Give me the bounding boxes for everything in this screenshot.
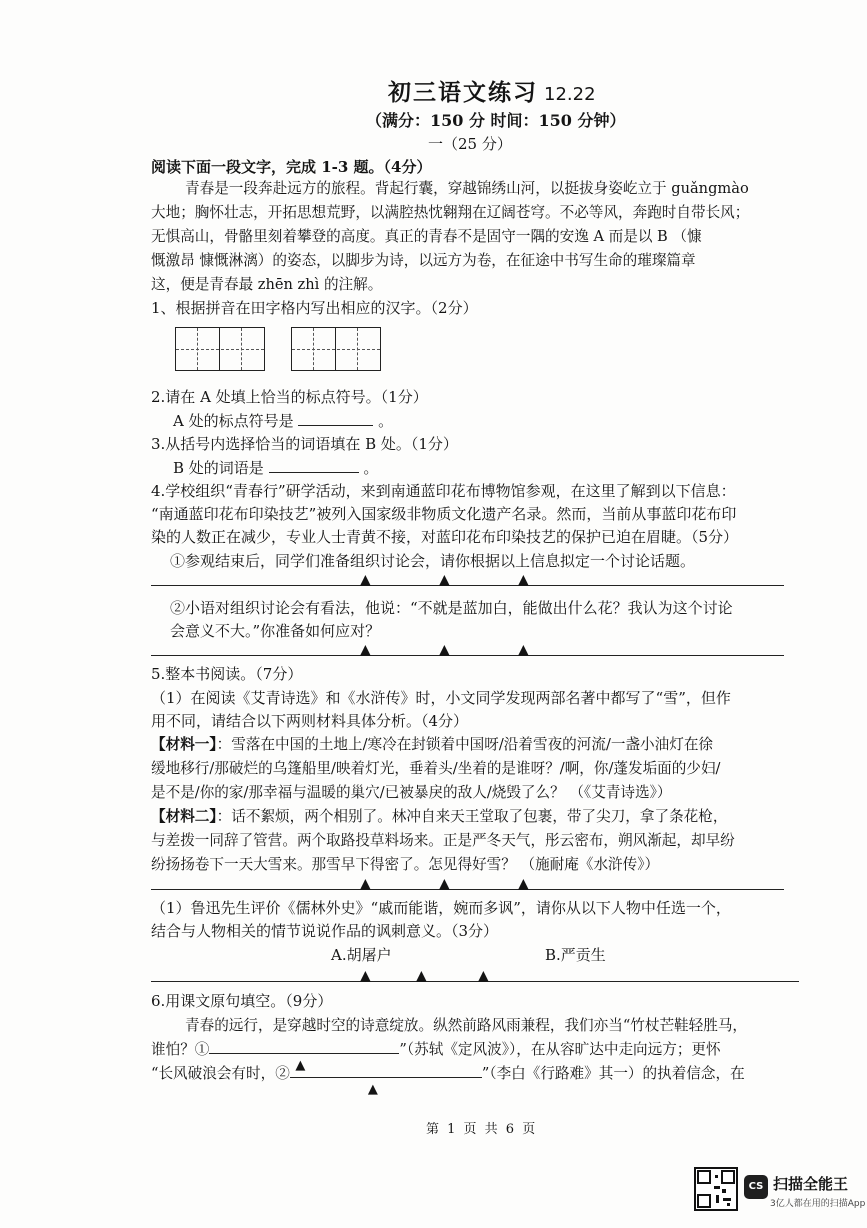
q2-answer-blank[interactable] (298, 425, 373, 426)
q5-p2-line: （1）鲁迅先生评价《儒林外史》“戚而能谐，婉而多讽”，请你从以下人物中任选一个， (151, 899, 731, 917)
q6-line: “长风破浪会有时，② ▲ ”（李白《行路难》其一）的执着信念，在 (151, 1065, 745, 1097)
triangle-marker: ▲ (518, 572, 529, 588)
fill-blank-2[interactable]: ▲ (290, 1077, 482, 1078)
material-one-line: 是不是/你的家/那幸福与温暖的巢穴/已被暴戾的敌人/烧毁了么？ （《艾青诗选》） (151, 784, 672, 801)
material-one-line: 【材料一】：雪落在中国的土地上/寒冷在封锁着中国呀/沿着雪夜的河流/一盏小油灯在徐 (151, 736, 714, 753)
q1-prompt: 1、根据拼音在田字格内写出相应的汉字。（2分） (151, 299, 478, 317)
q3-prompt: 3.从括号内选择恰当的词语填在 B 处。（1分） (151, 435, 458, 453)
material-one-label: 【材料一】 (151, 736, 217, 753)
q5-p2-line: 结合与人物相关的情节说说作品的讽刺意义。（3分） (151, 922, 499, 940)
answer-line[interactable] (151, 585, 784, 586)
triangle-marker: ▲ (518, 876, 529, 892)
answer-line[interactable] (151, 981, 799, 982)
q5-prompt: 5.整本书阅读。（7分） (151, 665, 303, 683)
triangle-marker: ▲ (360, 642, 371, 658)
passage-line: 大地；胸怀壮志，开拓思想荒野，以满腔热忱翱翔在辽阔苍穹。不必等风，奔跑时自带长风； (151, 204, 750, 221)
tianzige-box[interactable] (291, 327, 381, 371)
qr-code-icon (694, 1167, 738, 1211)
material-one-line: 缓地移行/那破烂的乌篷船里/映着灯光，垂着头/坐着的是谁呀？/啊，你/蓬发垢面的少妇/ (151, 760, 721, 777)
triangle-marker: ▲ (360, 968, 371, 984)
passage-line: 这，便是青春最 zhēn zhì 的注解。 (151, 276, 383, 293)
score-time: （满分：150 分 时间：150 分钟） (366, 111, 626, 130)
exam-date: 12.22 (544, 84, 596, 105)
material-two-line: 与差拨一同辞了管营。两个取路投草料场来。正是严冬天气，彤云密布，朔风渐起，却早纷 (151, 832, 735, 849)
triangle-marker: ▲ (518, 642, 529, 658)
q5-p1-line: （1）在阅读《艾青诗选》和《水浒传》时，小文同学发现两部名著中都写了“雪”，但作 (151, 689, 731, 707)
passage-line: 青春是一段奔赴远方的旅程。背起行囊，穿越锦绣山河，以挺拔身姿屹立于 guǎngmào (185, 180, 749, 197)
q3-answer-blank[interactable] (269, 472, 359, 473)
camscanner-logo-icon: CS (744, 1175, 768, 1199)
passage-line: 慨激昂 慷慨淋漓）的姿态，以脚步为诗，以远方为卷，在征途中书写生命的璀璨篇章 (151, 252, 696, 269)
q2-answer-row: A 处的标点符号是 。 (173, 412, 394, 430)
q4-line: 4.学校组织“青春行”研学活动，来到南通蓝印花布博物馆参观，在这里了解到以下信息： (151, 482, 736, 500)
q5-p1-line: 用不同，请结合以下两则材料具体分析。（4分） (151, 712, 469, 730)
q6-prompt: 6.用课文原句填空。（9分） (151, 992, 333, 1010)
material-two-line: 【材料二】：话不絮烦，两个相别了。林冲自来天王堂取了包裹，带了尖刀，拿了条花枪， (151, 808, 728, 825)
passage-line: 无惧高山，骨骼里刻着攀登的高度。真正的青春不是固守一隅的安逸 A 而是以 B （慷 (151, 228, 702, 245)
material-two-label: 【材料二】 (151, 808, 217, 825)
material-two-line: 纷扬扬卷下一天大雪来。那雪早下得密了。怎见得好雪？ （施耐庵《水浒传》） (151, 856, 660, 873)
triangle-marker: ▲ (360, 572, 371, 588)
triangle-marker: ▲ (416, 968, 427, 984)
q4-line: 染的人数正在减少，专业人士青黄不接，对蓝印花布印染技艺的保护已迫在眉睫。（5分） (151, 528, 739, 546)
tianzige-box[interactable] (175, 327, 265, 371)
q6-line: 青春的远行，是穿越时空的诗意绽放。纵然前路风雨兼程，我们亦当“竹杖芒鞋轻胜马， (185, 1017, 748, 1034)
triangle-marker: ▲ (439, 572, 450, 588)
answer-line[interactable] (151, 655, 784, 656)
option-a: A.胡屠户 (331, 946, 392, 964)
q4-sub2-line: 会意义不大。”你准备如何应对？ (170, 622, 381, 640)
option-b: B.严贡生 (545, 946, 606, 964)
fill-blank-1[interactable]: ▲ (209, 1053, 399, 1054)
answer-line[interactable] (151, 889, 784, 890)
triangle-marker: ▲ (439, 642, 450, 658)
page-number: 第 1 页 共 6 页 (426, 1122, 538, 1137)
q4-sub2-line: ②小语对组织讨论会有看法，他说：“不就是蓝加白，能做出什么花？我认为这个讨论 (170, 599, 733, 617)
q2-prompt: 2.请在 A 处填上恰当的标点符号。（1分） (151, 388, 428, 406)
watermark-brand: 扫描全能王 (773, 1175, 849, 1193)
q4-sub1: ①参观结束后，同学们准备组织讨论会，请你根据以上信息拟定一个讨论话题。 (170, 552, 696, 570)
triangle-marker: ▲ (478, 968, 489, 984)
q6-line: 谁怕？① ▲ ”（苏轼《定风波》），在从容旷达中走向远方；更怀 (151, 1041, 721, 1073)
passage-instruction: 阅读下面一段文字，完成 1-3 题。（4分） (151, 158, 432, 176)
q4-line: “南通蓝印花布印染技艺”被列入国家级非物质文化遗产名录。然而，当前从事蓝印花布印 (151, 505, 737, 523)
q3-answer-row: B 处的词语是 。 (173, 459, 379, 477)
watermark-tagline: 3亿人都在用的扫描App (770, 1199, 866, 1209)
triangle-marker: ▲ (360, 876, 371, 892)
exam-title: 初三语文练习 12.22 (388, 79, 596, 106)
triangle-marker: ▲ (439, 876, 450, 892)
section-heading: 一（25 分） (428, 135, 512, 153)
